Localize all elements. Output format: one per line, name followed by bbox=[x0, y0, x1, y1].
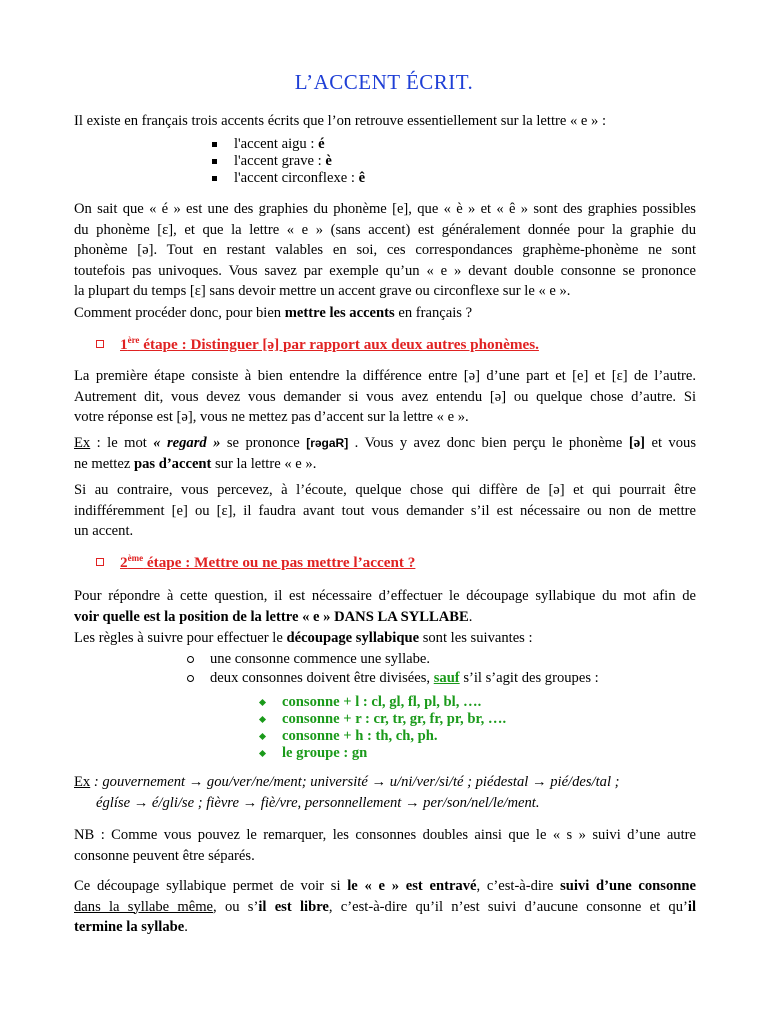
step-2-heading: 2ème étape : Mettre ou ne pas mettre l’accent ? bbox=[96, 553, 415, 572]
rules-intro: Les règles à suivre pour effectuer le découpage syllabique sont les suivantes : bbox=[74, 630, 533, 646]
checkbox-bullet-icon bbox=[96, 558, 104, 566]
accent-item: l'accent grave : è bbox=[210, 153, 365, 170]
example-1: Ex : le mot « regard » se prononce [rəgaR] . Vous y avez donc bien perçu le phonème [ə] et vous ne mettez pas d’accent sur la lettre « e ». bbox=[74, 435, 696, 472]
step-2-paragraph: Pour répondre à cette question, il est nécessaire d’effectuer le découpage syllabique du mot afin de voir quelle est la position de la lettre « e » DANS LA SYLLABE. bbox=[74, 588, 696, 625]
rule-item: deux consonnes doivent être divisées, sauf s’il s’agit des groupes : bbox=[186, 669, 599, 688]
step-1-heading: 1ère étape : Distinguer [ə] par rapport aux deux autres phonèmes. bbox=[96, 335, 539, 354]
accent-item: l'accent aigu : é bbox=[210, 136, 365, 153]
accent-item: l'accent circonflexe : ê bbox=[210, 170, 365, 187]
group-item: consonne + h : th, ch, ph. bbox=[258, 728, 506, 745]
group-item: consonne + l : cl, gl, fl, pl, bl, …. bbox=[258, 694, 506, 711]
intro-paragraph: Il existe en français trois accents écrits que l’on retrouve essentiellement sur la lettre « e » : bbox=[74, 113, 607, 129]
page-title: L’ACCENT ÉCRIT. bbox=[294, 70, 474, 94]
step-1-paragraph: La première étape consiste à bien entendre la différence entre [ə] d’une part et [e] et [ε] de l’autre. Autrement dit, vous devez vous demander si vous avez entendu [ə] ou quelque chose d’autre. Si votre réponse est [ə], vous ne mettez pas d’accent sur la lettre « e ». bbox=[74, 368, 696, 425]
rules-list bbox=[186, 650, 599, 688]
example-2: Ex : gouvernement → gou/ver/ne/ment; université → u/ni/ver/si/té ; piédestal → pié/des/tal ; églíse → é/gli/se ; fièvre → fiè/vre, personnellement → per/son/nel/le/ment. bbox=[74, 774, 620, 811]
final-paragraph: Ce découpage syllabique permet de voir si le « e » est entravé, c’est-à-dire suivi d’une consonne dans la syllabe même, ou s’il est libre, c’est-à-dire qu’il n’est suivi d’aucune consonne et qu’il termine la syllabe. bbox=[74, 878, 696, 935]
checkbox-bullet-icon bbox=[96, 340, 104, 348]
consonant-groups-list bbox=[258, 694, 506, 762]
rule-item: une consonne commence une syllabe. bbox=[186, 650, 599, 669]
group-item: consonne + r : cr, tr, gr, fr, pr, br, …. bbox=[258, 711, 506, 728]
group-item: le groupe : gn bbox=[258, 745, 506, 762]
accent-list bbox=[210, 136, 365, 187]
phoneme-paragraph: On sait que « é » est une des graphies du phonème [e], que « è » et « ê » sont des graphies possibles du phonème [ε], et que la lettre « e » (sans accent) est généralement donnée pour la graphie du phonème [ə]. Tout en restant valables en soi, ces correspondances graphème-phonème ne sont toutefois pas univoques. Vous savez par exemple qu’un « e » devant double consonne se prononce la plupart du temps [ε] sans devoir mettre un accent grave ou circonflexe sur le « e ». Comment procéder donc, pour bien mettre les accents en français ? bbox=[74, 201, 696, 321]
step-1-paragraph-2: Si au contraire, vous percevez, à l’écoute, quelque chose qui diffère de [ə] et qui pourrait être indifféremment [e] ou [ε], il faudra avant tout vous demander s’il est nécessaire ou non de mettre un accent. bbox=[74, 482, 696, 539]
nb-paragraph: NB : Comme vous pouvez le remarquer, les consonnes doubles ainsi que le « s » suivi d’une autre consonne peuvent être séparés. bbox=[74, 827, 696, 864]
